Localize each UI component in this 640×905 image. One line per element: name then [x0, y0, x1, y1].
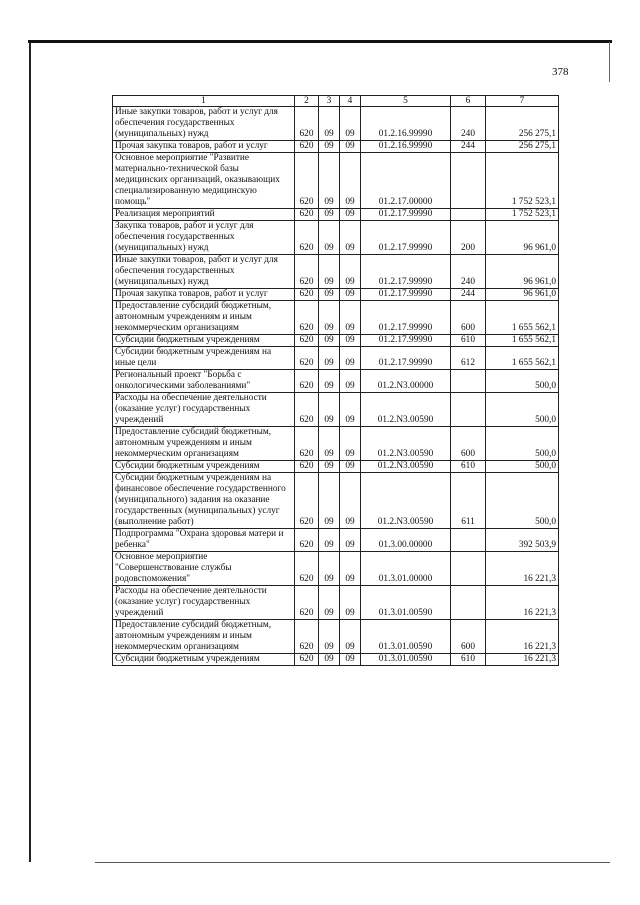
- target-article-cell: 01.3.01.00590: [361, 586, 451, 620]
- column-header: 4: [340, 96, 361, 107]
- section-cell: 09: [319, 473, 340, 529]
- row-name-cell: Прочая закупка товаров, работ и услуг: [113, 141, 295, 153]
- subsection-cell: 09: [340, 620, 361, 654]
- target-article-cell: 01.2.16.99990: [361, 107, 451, 141]
- target-article-cell: 01.2.17.99990: [361, 301, 451, 335]
- expense-type-cell: 244: [451, 141, 486, 153]
- table-row: [113, 620, 559, 654]
- column-header: 5: [361, 96, 451, 107]
- table-row: [113, 586, 559, 620]
- table-row: [113, 255, 559, 289]
- target-article-cell: 01.2.17.99990: [361, 221, 451, 255]
- row-name-cell: Предоставление субсидий бюджетным, автономным учреждениям и иным некоммерческим организациям: [113, 620, 295, 654]
- table-row: [113, 153, 559, 209]
- subsection-cell: 09: [340, 107, 361, 141]
- amount-cell: 500,0: [486, 461, 559, 473]
- admin-code-cell: 620: [295, 255, 319, 289]
- amount-cell: 96 961,0: [486, 289, 559, 301]
- section-cell: 09: [319, 393, 340, 427]
- section-cell: 09: [319, 586, 340, 620]
- section-cell: 09: [319, 289, 340, 301]
- row-name-cell: Иные закупки товаров, работ и услуг для обеспечения государственных (муниципальных) нужд: [113, 107, 295, 141]
- table-row: [113, 370, 559, 393]
- amount-cell: 16 221,3: [486, 586, 559, 620]
- admin-code-cell: 620: [295, 620, 319, 654]
- row-name-cell: Субсидии бюджетным учреждениям: [113, 335, 295, 347]
- admin-code-cell: 620: [295, 552, 319, 586]
- expense-type-cell: 611: [451, 473, 486, 529]
- expense-type-cell: 240: [451, 255, 486, 289]
- target-article-cell: 01.2.N3.00590: [361, 473, 451, 529]
- subsection-cell: 09: [340, 427, 361, 461]
- target-article-cell: 01.2.17.00000: [361, 153, 451, 209]
- expense-type-cell: [451, 586, 486, 620]
- amount-cell: 96 961,0: [486, 221, 559, 255]
- row-name-cell: Подпрограмма "Охрана здоровья матери и ребенка": [113, 529, 295, 552]
- subsection-cell: 09: [340, 141, 361, 153]
- target-article-cell: 01.3.01.00590: [361, 620, 451, 654]
- row-name-cell: Субсидии бюджетным учреждениям: [113, 654, 295, 666]
- column-header: 2: [295, 96, 319, 107]
- table-row: [113, 393, 559, 427]
- expense-type-cell: 600: [451, 620, 486, 654]
- table-row: [113, 654, 559, 666]
- expense-type-cell: 612: [451, 347, 486, 370]
- table-row: [113, 473, 559, 529]
- subsection-cell: 09: [340, 209, 361, 221]
- amount-cell: 1 655 562,1: [486, 335, 559, 347]
- section-cell: 09: [319, 461, 340, 473]
- table-row: [113, 552, 559, 586]
- subsection-cell: 09: [340, 552, 361, 586]
- column-header: 3: [319, 96, 340, 107]
- table-row: [113, 107, 559, 141]
- amount-cell: 1 655 562,1: [486, 301, 559, 335]
- section-cell: 09: [319, 370, 340, 393]
- row-name-cell: Субсидии бюджетным учреждениям на финансовое обеспечение государственного (муниципального) задания на оказание государственных (муниципальных) услуг (выполнение работ): [113, 473, 295, 529]
- amount-cell: 500,0: [486, 427, 559, 461]
- expense-type-cell: 240: [451, 107, 486, 141]
- table-row: [113, 289, 559, 301]
- subsection-cell: 09: [340, 347, 361, 370]
- admin-code-cell: 620: [295, 141, 319, 153]
- table-row: [113, 335, 559, 347]
- admin-code-cell: 620: [295, 107, 319, 141]
- amount-cell: 96 961,0: [486, 255, 559, 289]
- target-article-cell: 01.2.N3.00590: [361, 393, 451, 427]
- table-row: [113, 529, 559, 552]
- row-name-cell: Реализация мероприятий: [113, 209, 295, 221]
- target-article-cell: 01.3.01.00000: [361, 552, 451, 586]
- target-article-cell: 01.2.17.99990: [361, 335, 451, 347]
- target-article-cell: 01.2.16.99990: [361, 141, 451, 153]
- page-number: 378: [552, 66, 569, 78]
- amount-cell: 16 221,3: [486, 654, 559, 666]
- expense-type-cell: [451, 529, 486, 552]
- subsection-cell: 09: [340, 289, 361, 301]
- section-cell: 09: [319, 301, 340, 335]
- section-cell: 09: [319, 347, 340, 370]
- expense-type-cell: 610: [451, 461, 486, 473]
- amount-cell: 256 275,1: [486, 141, 559, 153]
- table-row: [113, 347, 559, 370]
- section-cell: 09: [319, 221, 340, 255]
- section-cell: 09: [319, 141, 340, 153]
- row-name-cell: Субсидии бюджетным учреждениям на иные цели: [113, 347, 295, 370]
- admin-code-cell: 620: [295, 347, 319, 370]
- amount-cell: 392 503,9: [486, 529, 559, 552]
- section-cell: 09: [319, 654, 340, 666]
- table-row: [113, 141, 559, 153]
- row-name-cell: Закупка товаров, работ и услуг для обеспечения государственных (муниципальных) нужд: [113, 221, 295, 255]
- admin-code-cell: 620: [295, 153, 319, 209]
- row-name-cell: Прочая закупка товаров, работ и услуг: [113, 289, 295, 301]
- column-header: 7: [486, 96, 559, 107]
- target-article-cell: 01.2.N3.00000: [361, 370, 451, 393]
- expense-type-cell: [451, 370, 486, 393]
- subsection-cell: 09: [340, 461, 361, 473]
- section-cell: 09: [319, 209, 340, 221]
- expense-type-cell: 600: [451, 427, 486, 461]
- section-cell: 09: [319, 153, 340, 209]
- bottom-border-rule: [95, 862, 610, 863]
- expense-type-cell: 600: [451, 301, 486, 335]
- admin-code-cell: 620: [295, 393, 319, 427]
- subsection-cell: 09: [340, 393, 361, 427]
- left-border-rule: [29, 42, 31, 862]
- admin-code-cell: 620: [295, 654, 319, 666]
- amount-cell: 1 655 562,1: [486, 347, 559, 370]
- column-header: 6: [451, 96, 486, 107]
- row-name-cell: Предоставление субсидий бюджетным, автономным учреждениям и иным некоммерческим организациям: [113, 427, 295, 461]
- row-name-cell: Основное мероприятие "Развитие материально-технической базы медицинских организаций, оказывающих специализированную медицинскую помощь": [113, 153, 295, 209]
- row-name-cell: Иные закупки товаров, работ и услуг для обеспечения государственных (муниципальных) нужд: [113, 255, 295, 289]
- admin-code-cell: 620: [295, 473, 319, 529]
- admin-code-cell: 620: [295, 370, 319, 393]
- target-article-cell: 01.2.N3.00590: [361, 427, 451, 461]
- subsection-cell: 09: [340, 335, 361, 347]
- admin-code-cell: 620: [295, 221, 319, 255]
- expense-type-cell: 610: [451, 335, 486, 347]
- section-cell: 09: [319, 427, 340, 461]
- section-cell: 09: [319, 107, 340, 141]
- subsection-cell: 09: [340, 654, 361, 666]
- section-cell: 09: [319, 529, 340, 552]
- table-body: [113, 107, 559, 666]
- row-name-cell: Субсидии бюджетным учреждениям: [113, 461, 295, 473]
- subsection-cell: 09: [340, 586, 361, 620]
- subsection-cell: 09: [340, 370, 361, 393]
- section-cell: 09: [319, 255, 340, 289]
- admin-code-cell: 620: [295, 461, 319, 473]
- expense-type-cell: [451, 209, 486, 221]
- table-row: [113, 209, 559, 221]
- top-border-rule: [28, 40, 612, 43]
- amount-cell: 500,0: [486, 393, 559, 427]
- expense-type-cell: 610: [451, 654, 486, 666]
- row-name-cell: Основное мероприятие "Совершенствование службы родовспоможения": [113, 552, 295, 586]
- header-row: [113, 96, 559, 107]
- amount-cell: 256 275,1: [486, 107, 559, 141]
- section-cell: 09: [319, 620, 340, 654]
- row-name-cell: Предоставление субсидий бюджетным, автономным учреждениям и иным некоммерческим организациям: [113, 301, 295, 335]
- expense-type-cell: 200: [451, 221, 486, 255]
- row-name-cell: Расходы на обеспечение деятельности (оказание услуг) государственных учреждений: [113, 393, 295, 427]
- subsection-cell: 09: [340, 473, 361, 529]
- table-row: [113, 221, 559, 255]
- expense-type-cell: [451, 552, 486, 586]
- target-article-cell: 01.2.N3.00590: [361, 461, 451, 473]
- admin-code-cell: 620: [295, 529, 319, 552]
- admin-code-cell: 620: [295, 289, 319, 301]
- row-name-cell: Расходы на обеспечение деятельности (оказание услуг) государственных учреждений: [113, 586, 295, 620]
- target-article-cell: 01.2.17.99990: [361, 255, 451, 289]
- admin-code-cell: 620: [295, 335, 319, 347]
- expense-type-cell: [451, 153, 486, 209]
- subsection-cell: 09: [340, 153, 361, 209]
- subsection-cell: 09: [340, 221, 361, 255]
- admin-code-cell: 620: [295, 586, 319, 620]
- amount-cell: 16 221,3: [486, 552, 559, 586]
- column-header: 1: [113, 96, 295, 107]
- admin-code-cell: 620: [295, 427, 319, 461]
- section-cell: 09: [319, 552, 340, 586]
- target-article-cell: 01.2.17.99990: [361, 347, 451, 370]
- section-cell: 09: [319, 335, 340, 347]
- target-article-cell: 01.2.17.99990: [361, 209, 451, 221]
- subsection-cell: 09: [340, 255, 361, 289]
- subsection-cell: 09: [340, 529, 361, 552]
- subsection-cell: 09: [340, 301, 361, 335]
- right-border-rule: [609, 42, 610, 82]
- table-row: [113, 301, 559, 335]
- table-row: [113, 427, 559, 461]
- amount-cell: 1 752 523,1: [486, 153, 559, 209]
- table-row: [113, 461, 559, 473]
- amount-cell: 1 752 523,1: [486, 209, 559, 221]
- target-article-cell: 01.3.01.00590: [361, 654, 451, 666]
- target-article-cell: 01.2.17.99990: [361, 289, 451, 301]
- expense-type-cell: [451, 393, 486, 427]
- amount-cell: 500,0: [486, 370, 559, 393]
- target-article-cell: 01.3.00.00000: [361, 529, 451, 552]
- budget-table: [112, 95, 559, 666]
- admin-code-cell: 620: [295, 301, 319, 335]
- row-name-cell: Региональный проект "Борьба с онкологическими заболеваниями": [113, 370, 295, 393]
- admin-code-cell: 620: [295, 209, 319, 221]
- amount-cell: 500,0: [486, 473, 559, 529]
- amount-cell: 16 221,3: [486, 620, 559, 654]
- expense-type-cell: 244: [451, 289, 486, 301]
